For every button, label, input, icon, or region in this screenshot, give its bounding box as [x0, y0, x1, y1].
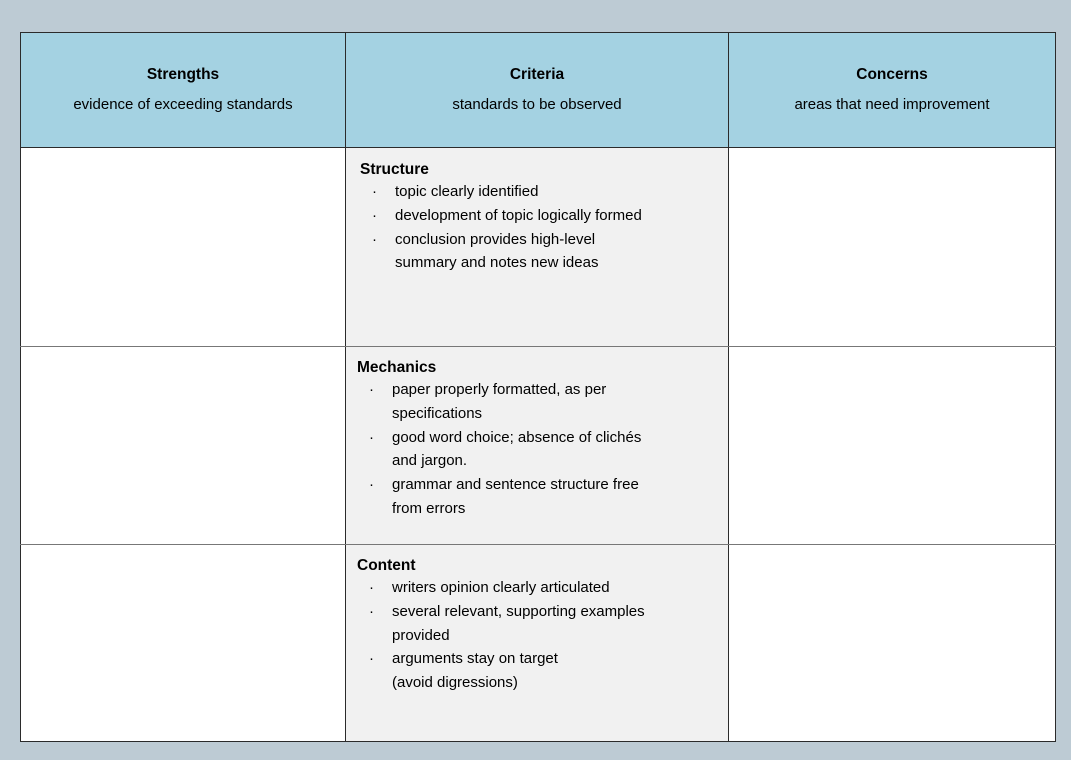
list-item-line: conclusion provides high-level: [395, 230, 596, 248]
dot-bullet-icon: ·: [372, 207, 377, 225]
rubric-table: [20, 32, 1056, 742]
column-header-criteria-subtitle: standards to be observed: [452, 95, 622, 113]
dot-bullet-icon: ·: [369, 428, 374, 446]
table-row: [21, 148, 1056, 347]
criteria-cell-content: [346, 545, 729, 742]
list-item-line: and jargon.: [392, 452, 468, 470]
list-item-line: provided: [392, 626, 450, 644]
list-item: [357, 378, 720, 425]
dot-bullet-icon: ·: [372, 230, 377, 248]
list-item-line: (avoid digressions): [392, 674, 518, 692]
criteria-bullet-list-mechanics: [357, 378, 720, 520]
list-item: [357, 426, 720, 473]
dot-bullet-icon: ·: [372, 183, 377, 201]
concerns-cell-content[interactable]: [729, 545, 1056, 742]
list-item: [357, 647, 720, 694]
criteria-heading-mechanics: Mechanics: [357, 359, 437, 376]
list-item: [360, 204, 720, 228]
list-item: [357, 576, 720, 600]
list-item: [360, 228, 720, 275]
list-item-line: from errors: [392, 499, 466, 517]
list-item-line: summary and notes new ideas: [395, 254, 599, 272]
strengths-cell-structure[interactable]: [21, 148, 346, 347]
criteria-bullet-list-content: [357, 576, 720, 694]
column-header-strengths-title: Strengths: [146, 66, 220, 84]
table-header: [21, 33, 1056, 148]
criteria-bullet-list-structure: [360, 180, 720, 275]
dot-bullet-icon: ·: [369, 381, 374, 399]
criteria-heading-structure: Structure: [360, 161, 429, 178]
concerns-cell-mechanics[interactable]: [729, 347, 1056, 545]
list-item-line: several relevant, supporting examples: [392, 603, 645, 621]
table-body: [21, 148, 1056, 742]
rubric-table-container: [20, 32, 1055, 733]
criteria-cell-mechanics: [346, 347, 729, 545]
table-row: [21, 545, 1056, 742]
strengths-cell-mechanics[interactable]: [21, 347, 346, 545]
strengths-cell-content[interactable]: [21, 545, 346, 742]
list-item: [357, 473, 720, 520]
dot-bullet-icon: ·: [369, 650, 374, 668]
dot-bullet-icon: ·: [369, 579, 374, 597]
list-item-line: specifications: [392, 405, 483, 423]
dot-bullet-icon: ·: [369, 476, 374, 494]
dot-bullet-icon: ·: [369, 603, 374, 621]
column-header-criteria: [346, 33, 729, 148]
column-header-strengths-subtitle: evidence of exceeding standards: [73, 95, 293, 113]
list-item: [357, 600, 720, 647]
list-item-line: writers opinion clearly articulated: [392, 579, 610, 597]
header-row: [21, 33, 1056, 148]
list-item-line: paper properly formatted, as per: [392, 381, 607, 399]
column-header-concerns-title: Concerns: [856, 66, 928, 84]
list-item-line: good word choice; absence of clichés: [392, 428, 642, 446]
criteria-heading-content: Content: [357, 557, 416, 574]
column-header-concerns: [729, 33, 1056, 148]
list-item-line: development of topic logically formed: [395, 207, 642, 225]
table-row: [21, 347, 1056, 545]
column-header-criteria-title: Criteria: [509, 66, 565, 84]
list-item-line: topic clearly identified: [395, 183, 539, 201]
criteria-cell-structure: [346, 148, 729, 347]
column-header-concerns-subtitle: areas that need improvement: [794, 95, 990, 113]
column-header-strengths: [21, 33, 346, 148]
list-item-line: grammar and sentence structure free: [392, 476, 639, 494]
concerns-cell-structure[interactable]: [729, 148, 1056, 347]
list-item: [360, 180, 720, 204]
list-item-line: arguments stay on target: [392, 650, 558, 668]
